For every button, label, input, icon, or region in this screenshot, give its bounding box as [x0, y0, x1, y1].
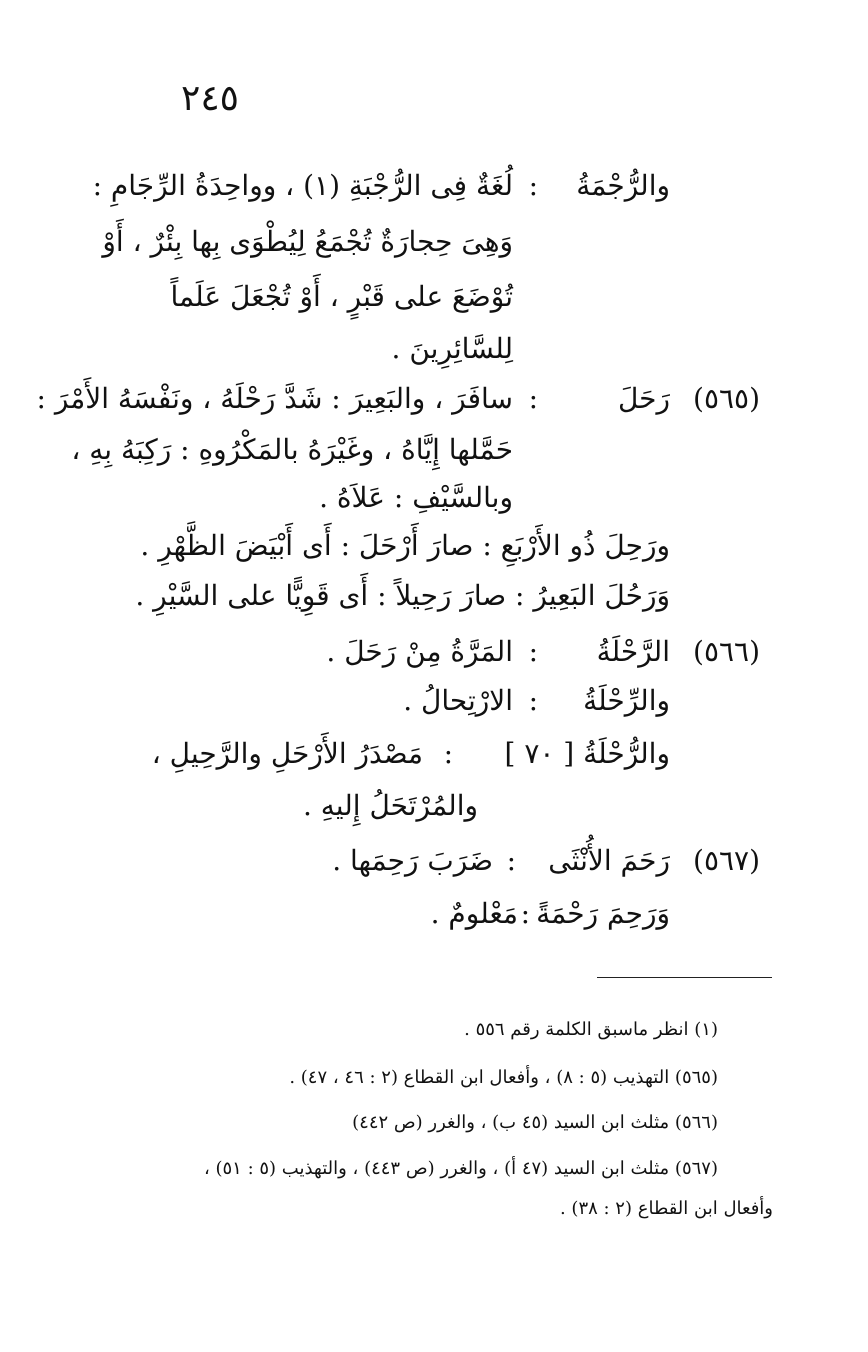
- entry-number: (٥٦٧): [693, 844, 760, 877]
- entry-headword: رَحَلَ: [617, 382, 670, 415]
- entry-separator-colon: :: [528, 684, 538, 717]
- entry-text-line: وَرَحُلَ البَعِيرُ : صارَ رَحِيلاً : أَى قَوِيًّا على السَّيْرِ .: [135, 579, 670, 612]
- entry-headword: والرِّحْلَةُ: [583, 684, 670, 717]
- entry-separator-colon: :: [520, 897, 530, 930]
- footnote: وأفعال ابن القطاع (٢ : ٣٨) .: [559, 1198, 773, 1219]
- entry-headword: وَرَحِمَ رَحْمَةً: [536, 897, 670, 930]
- entry-text-line: ضَرَبَ رَحِمَها .: [332, 844, 493, 877]
- entry-text-line: لُغَةٌ فِى الرُّجْبَةِ (١) ، وواحِدَةُ الرِّجَامِ :: [92, 169, 513, 202]
- entry-separator-colon: :: [528, 169, 538, 202]
- entry-text-line: الارْتِحالُ .: [403, 684, 513, 717]
- entry-separator-colon: :: [443, 737, 453, 770]
- footnote: (٥٦٦) مثلث ابن السيد (٤٥ ب) ، والغرر (ص ٤٤٢): [352, 1112, 718, 1133]
- entry-text-line: لِلسَّائِرِينَ .: [391, 332, 513, 365]
- entry-number: (٥٦٥): [693, 382, 760, 415]
- entry-text-line: تُوْضَعَ على قَبْرٍ ، أَوْ تُجْعَلَ عَلَماً: [170, 280, 513, 313]
- entry-separator-colon: :: [506, 844, 516, 877]
- entry-number: (٥٦٦): [693, 635, 760, 668]
- entry-text-line: وبالسَّيْفِ : عَلاَهُ .: [319, 481, 513, 514]
- footnote: (٥٦٧) مثلث ابن السيد (٤٧ أ) ، والغرر (ص ٤٤٣) ، والتهذيب (٥ : ٥١) ،: [203, 1158, 718, 1179]
- entry-text-line: مَصْدَرُ الأَرْحَلِ والرَّحِيلِ ،: [151, 737, 423, 770]
- entry-text-line: المَرَّةُ مِنْ رَحَلَ .: [326, 635, 513, 668]
- footnote: (١) انظر ماسبق الكلمة رقم ٥٥٦ .: [464, 1019, 718, 1040]
- entry-headword: والرُّحْلَةُ [ ٧٠ ]: [504, 737, 670, 770]
- entry-headword: والرُّجْمَةُ: [576, 169, 670, 202]
- entry-text-line: سافَرَ ، والبَعِيرَ : شَدَّ رَحْلَهُ ، ونَفْسَهُ الأَمْرَ :: [36, 382, 513, 415]
- entry-separator-colon: :: [528, 635, 538, 668]
- entry-headword: الرَّحْلَةُ: [596, 635, 670, 668]
- footnote-separator: [597, 977, 772, 978]
- entry-headword: رَحَمَ الأُنْثَى: [548, 844, 670, 877]
- entry-text-line: مَعْلومٌ .: [430, 897, 518, 930]
- page-number: ٢٤٥: [180, 78, 239, 119]
- entry-text-line: ورَحِلَ ذُو الأَرْبَعِ : صارَ أَرْحَلَ : أَى أَبْيَضَ الظَّهْرِ .: [140, 529, 670, 562]
- entry-text-line: وَهِىَ حِجارَةٌ تُجْمَعُ لِيُطْوَى بِها بِئْرٌ ، أَوْ: [102, 225, 513, 258]
- entry-separator-colon: :: [528, 382, 538, 415]
- footnote: (٥٦٥) التهذيب (٥ : ٨) ، وأفعال ابن القطاع (٢ : ٤٦ ، ٤٧) .: [289, 1067, 718, 1088]
- entry-text-line: والمُرْتَحَلُ إِليهِ .: [302, 789, 478, 822]
- entry-text-line: حَمَّلها إِيَّاهُ ، وغَيْرَهُ بالمَكْرُوهِ : رَكِبَهُ بِهِ ،: [71, 433, 513, 466]
